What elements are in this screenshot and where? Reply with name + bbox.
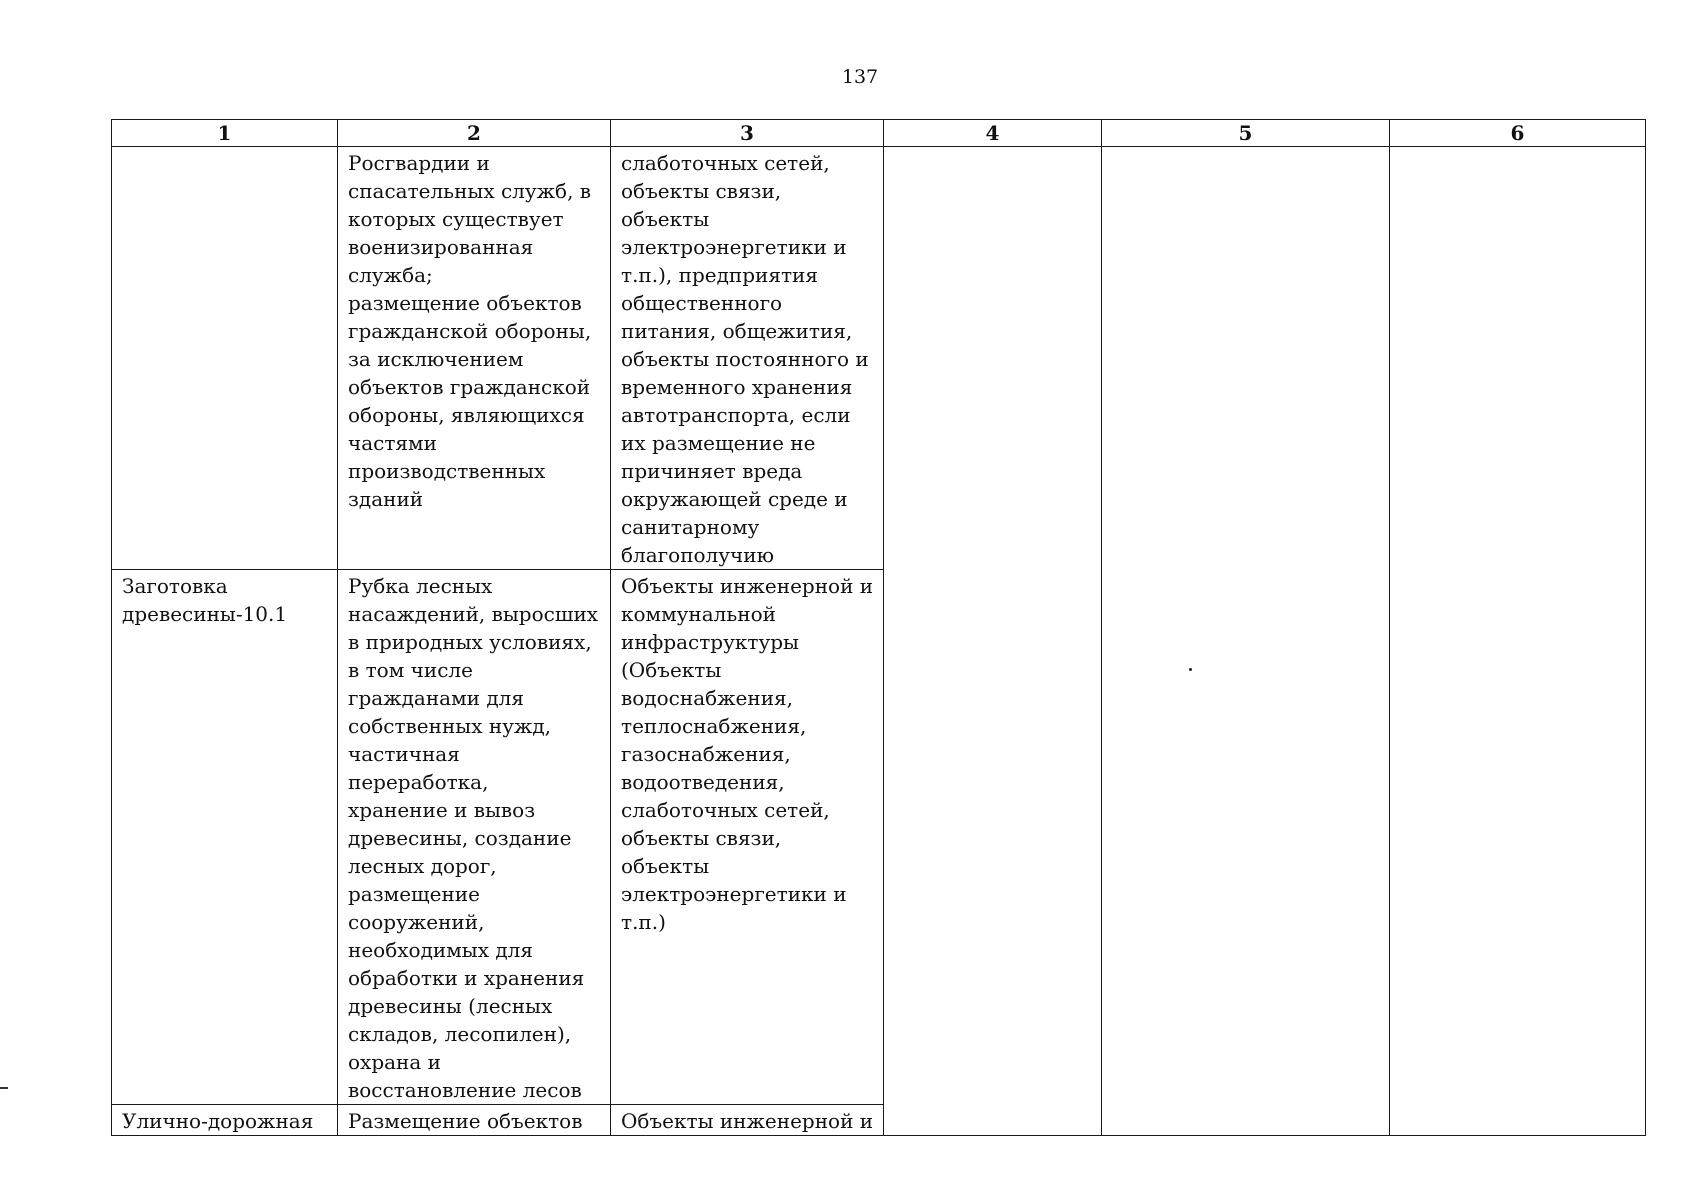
cell-text: Объекты инженерной и коммунальной инфраструктуры (Объекты водоснабжения, теплоснабжения, газоснабжения, водоотведения, слаботочных сетей, объекты связи, объекты электроэнергетики и т.п.) (621, 574, 874, 934)
cell-description (338, 1105, 611, 1136)
cell-land-use-type (112, 1105, 338, 1136)
column-header-6: 6 (1390, 120, 1646, 147)
cell-land-use-type (112, 147, 338, 570)
column-header-4: 4 (884, 120, 1102, 147)
table-row (112, 147, 1646, 570)
cell-permitted-objects (611, 1105, 884, 1136)
cell-text: Улично-дорожная (122, 1109, 314, 1133)
column-header-2: 2 (338, 120, 611, 147)
header-row (112, 120, 1646, 147)
cell-permitted-objects (611, 147, 884, 570)
cell-text: слаботочных сетей, объекты связи, объекты электроэнергетики и т.п.), предприятия общественного питания, общежития, объекты постоянного и временного хранения автотранспорта, если их размещение не причиняет вреда окружающей среде и санитарному благополучию (621, 151, 869, 567)
cell-land-use-type (112, 570, 338, 1105)
cell-text: Заготовка древесины-10.1 (122, 574, 288, 626)
column-header-1: 1 (112, 120, 338, 147)
cell-text: Рубка лесных насаждений, выросших в природных условиях, в том числе гражданами для собственных нужд, частичная переработка, хранение и вывоз древесины, создание лесных дорог, размещение сооружений, необходимых для обработки и хранения древесины (лесных складов, лесопилен), охрана и восстановление лесов (348, 574, 599, 1102)
cell-description (338, 570, 611, 1105)
cell-permitted-objects (611, 570, 884, 1105)
scan-speck (1189, 668, 1192, 671)
cell-text: Размещение объектов (348, 1109, 583, 1133)
margin-mark (0, 1087, 8, 1089)
column-header-5: 5 (1102, 120, 1390, 147)
cell-text: Росгвардии и спасательных служб, в которых существует военизированная служба; размещение объектов гражданской обороны, за исключением объектов гражданской обороны, являющихся частями производственных зданий (348, 151, 592, 511)
column-header-3: 3 (611, 120, 884, 147)
page-number: 137 (841, 66, 879, 88)
cell-column-4-empty (884, 147, 1102, 1136)
cell-column-6-empty (1390, 147, 1646, 1136)
cell-column-5-empty (1102, 147, 1390, 1136)
land-use-table (111, 119, 1646, 1136)
cell-description (338, 147, 611, 570)
cell-text: Объекты инженерной и (621, 1109, 874, 1133)
